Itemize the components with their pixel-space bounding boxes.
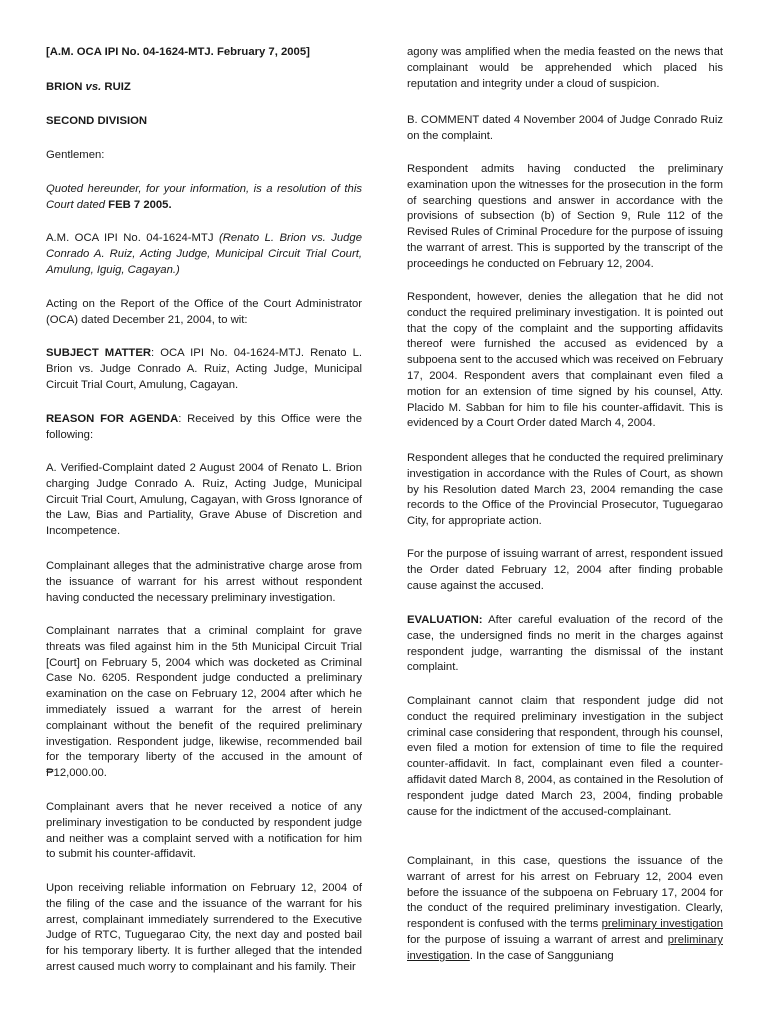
- paragraph: Complainant cannot claim that respondent judge did not conduct the required preliminary investigation in the subject criminal case considering that respondent, through his counsel, even filed a motion for extension of time to file the required counter-affidavit. In fact, complainant even filed a counter-affidavit dated March 8, 2004, as contained in the Resolution of respondent judge dated March 23, 2004, finding probable cause for the indictment of the accused-complainant.: [407, 695, 723, 818]
- paragraph: Complainant narrates that a criminal complaint for grave threats was filed against him in the 5th Municipal Circuit Trial [Court] on February 5, 2004 which was docketed as Criminal Case No. 6205. Respondent judge conducted a preliminary examination on the case on February 12, 2004 after which he immediately issued a warrant for the arrest of herein complainant without the benefit of the required preliminary investigation. Respondent judge, likewise, recommended bail for the temporary liberty of the accused in the amount of ₱12,000.00.: [46, 625, 362, 780]
- paragraph: agony was amplified when the media feasted on the news that complainant would be apprehended which placed his reputation and integrity under a cloud of suspicion.: [407, 46, 723, 90]
- paragraph: Complainant alleges that the administrative charge arose from the issuance of warrant for his arrest without respondent having conducted the necessary preliminary investigation.: [46, 560, 362, 604]
- paragraph: Complainant avers that he never received a notice of any preliminary investigation to be conducted by respondent judge and neither was a complaint served with a notification for him to submit his counter-affidavit.: [46, 801, 362, 861]
- caption-number: A.M. OCA IPI No. 04-1624-MTJ: [46, 232, 219, 244]
- reason-for-agenda: [46, 412, 362, 444]
- acting-paragraph: Acting on the Report of the Office of the Court Administrator (OCA) dated December 21, 2004, to wit:: [46, 298, 362, 326]
- paragraph: Respondent admits having conducted the preliminary examination upon the witnesses for the prosecution in the form of searching questions and answer in accordance with the provisions of subsection (b) of Section 9, Rule 112 of the Revised Rules of Criminal Procedure for the purpose of issuing the warrant of arrest. This is supported by the transcript of the proceedings he conducted on February 12, 2004.: [407, 163, 723, 270]
- paragraph: For the purpose of issuing warrant of arrest, respondent issued the Order dated February 12, 2004 after finding probable cause against the accused.: [407, 548, 723, 592]
- subject-matter: [46, 346, 362, 393]
- paragraph-text: Complainant, in this case, questions the issuance of the warrant of arrest for his arrest on February 12, 2004 even before the issuance of the subpoena on February 17, 2004 for the conduct of the required preliminary investigation. Clearly, respondent is confused with the terms: [407, 855, 723, 931]
- term-preliminary-investigation: preliminary investigation: [407, 933, 723, 962]
- caption-parties: (Renato L. Brion vs. Judge Conrado A. Ruiz, Acting Judge, Municipal Circuit Trial Court, Amulung, Iguig, Cagayan.): [46, 232, 362, 276]
- paragraph-text: for the purpose of issuing a warrant of arrest and: [407, 933, 668, 946]
- reason-label: REASON FOR AGENDA: [46, 413, 179, 425]
- intro-paragraph: [46, 182, 362, 214]
- item-b: B. COMMENT dated 4 November 2004 of Judge Conrado Ruiz on the complaint.: [407, 114, 723, 142]
- intro-italic: Quoted hereunder, for your information, is a resolution of this Court dated: [46, 183, 362, 211]
- salutation: Gentlemen:: [46, 149, 105, 161]
- paragraph: Respondent, however, denies the allegation that he did not conduct the required preliminary investigation. It is pointed out that the copy of the complaint and the supporting affidavits thereof were furnished the accused as evidenced by a subpoena sent to the accused which was received on February 17, 2004. Respondent avers that complainant even filed a motion for an extension of time signed by his counsel, Atty. Placido M. Sabban for him to file his counter-affidavit. This is evidenced by a Court Order dated March 4, 2004.: [407, 291, 723, 430]
- reason-text: : Received by this Office were the following:: [46, 413, 362, 441]
- versus: vs.: [85, 81, 102, 93]
- party-a: BRION: [46, 81, 86, 93]
- subject-text: : OCA IPI No. 04-1624-MTJ. Renato L. Brion vs. Judge Conrado A. Ruiz, Acting Judge, Municipal Circuit Trial Court, Amulung, Cagayan.: [46, 347, 363, 391]
- paragraph: Upon receiving reliable information on February 12, 2004 of the filing of the case and the issuance of the warrant for his arrest, complainant immediately surrendered to the Executive Judge of RTC, Tuguegarao City, the next day and posted bail for his temporary liberty. It is further alleged that the intended arrest caused much worry to complainant and his family. Their: [46, 882, 362, 973]
- term-preliminary-investigation: preliminary investigation: [601, 918, 723, 931]
- intro-date: FEB 7 2005.: [108, 198, 172, 211]
- division: SECOND DIVISION: [46, 115, 148, 127]
- case-title: [46, 80, 362, 96]
- citation-text: [A.M. OCA IPI No. 04-1624-MTJ. February 7, 2005]: [46, 46, 310, 58]
- subject-label: SUBJECT MATTER: [46, 347, 152, 359]
- paragraph-text: . In the case of Sangguniang: [469, 949, 614, 962]
- evaluation-text: After careful evaluation of the record of the case, the undersigned finds no merit in the charges against respondent judge, warranting the dismissal of the instant complaint.: [407, 614, 723, 674]
- item-a: A. Verified-Complaint dated 2 August 2004 of Renato L. Brion charging Judge Conrado A. Ruiz, Acting Judge, Municipal Circuit Trial Court, Amulung, Cagayan, with Gross Ignorance of the Law, Bias and Partiality, Grave Abuse of Discretion and Incompetence.: [46, 462, 362, 538]
- paragraph: Respondent alleges that he conducted the required preliminary investigation in accordance with the Rules of Court, as shown by his Resolution dated March 23, 2004 remanding the case records to the Office of the Provincial Prosecutor, Tuguegarao City, for appropriate action.: [407, 452, 723, 528]
- case-caption: [46, 231, 362, 278]
- citation: [46, 45, 362, 61]
- evaluation: [407, 613, 723, 676]
- paragraph: [407, 854, 723, 965]
- party-b: RUIZ: [101, 81, 131, 93]
- evaluation-label: EVALUATION:: [407, 614, 483, 626]
